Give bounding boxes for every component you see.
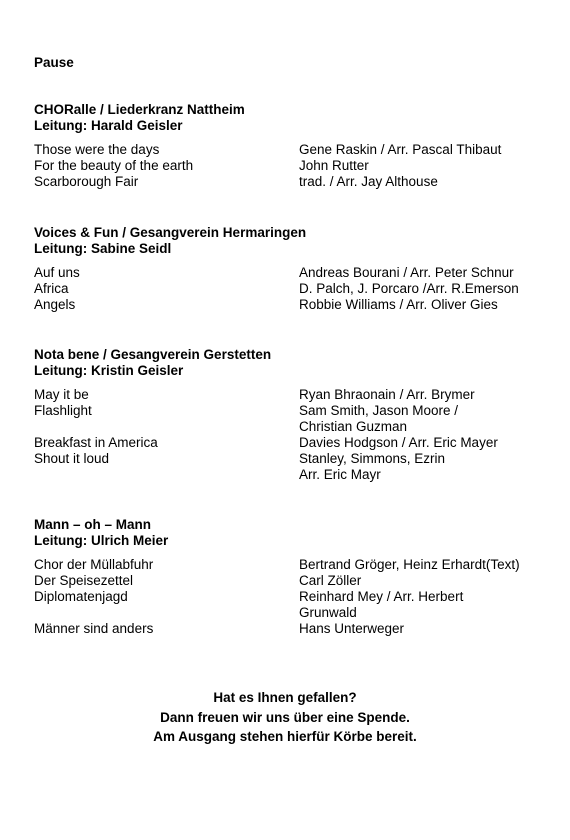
group-title: CHORalle / Liederkranz Nattheim (34, 102, 245, 117)
closing-line: Hat es Ihnen gefallen? (213, 690, 357, 705)
song-title: May it be (34, 387, 89, 402)
composer-line: Gene Raskin / Arr. Pascal Thibaut (299, 142, 502, 157)
group-title: Voices & Fun / Gesangverein Hermaringen (34, 225, 307, 240)
composer-line: Reinhard Mey / Arr. Herbert (299, 589, 464, 604)
composer-line: Arr. Eric Mayr (299, 467, 381, 482)
song-composer (299, 621, 549, 637)
song-title: Männer sind anders (34, 621, 154, 636)
composer-line: Grunwald (299, 605, 357, 620)
composer-line: Hans Unterweger (299, 621, 405, 636)
song-title: Chor der Müllabfuhr (34, 557, 154, 572)
song-list (34, 265, 549, 313)
song-row (34, 557, 549, 573)
group-title: Nota bene / Gesangverein Gerstetten (34, 347, 272, 362)
composer-line: Andreas Bourani / Arr. Peter Schnur (299, 265, 514, 280)
composer-line: trad. / Arr. Jay Althouse (299, 174, 438, 189)
composer-line: Davies Hodgson / Arr. Eric Mayer (299, 435, 498, 450)
song-composer (299, 387, 549, 403)
song-composer (299, 435, 549, 451)
song-row (34, 297, 549, 313)
song-row (34, 621, 549, 637)
song-row (34, 435, 549, 451)
song-list (34, 142, 549, 190)
group-leader: Leitung: Harald Geisler (34, 118, 183, 133)
song-composer (299, 174, 549, 190)
song-row (34, 265, 549, 281)
group-title: Mann – oh – Mann (34, 517, 152, 532)
song-composer (299, 142, 549, 158)
composer-line: Stanley, Simmons, Ezrin (299, 451, 446, 466)
song-title: Shout it loud (34, 451, 110, 466)
song-title: Africa (34, 281, 69, 296)
song-title: Scarborough Fair (34, 174, 139, 189)
composer-line: D. Palch, J. Porcaro /Arr. R.Emerson (299, 281, 519, 296)
song-row (34, 387, 549, 403)
composer-line: Ryan Bhraonain / Arr. Brymer (299, 387, 475, 402)
song-composer (299, 297, 549, 313)
song-list (34, 557, 549, 637)
composer-line: Bertrand Gröger, Heinz Erhardt(Text) (299, 557, 520, 572)
song-composer (299, 589, 549, 621)
song-composer (299, 403, 549, 435)
program-group (34, 102, 549, 190)
composer-line: Carl Zöller (299, 573, 362, 588)
song-row (34, 403, 549, 435)
song-title: Angels (34, 297, 76, 312)
group-leader: Leitung: Sabine Seidl (34, 241, 172, 256)
song-row (34, 281, 549, 297)
composer-line: Sam Smith, Jason Moore / (299, 403, 459, 418)
program-group (34, 225, 549, 313)
closing-line: Dann freuen wir uns über eine Spende. (160, 709, 410, 725)
song-title: Breakfast in America (34, 435, 158, 450)
song-title: For the beauty of the earth (34, 158, 194, 173)
song-composer (299, 557, 549, 573)
composer-line: Christian Guzman (299, 419, 408, 434)
song-row (34, 451, 549, 483)
composer-line: John Rutter (299, 158, 369, 173)
group-leader: Leitung: Kristin Geisler (34, 363, 184, 378)
song-composer (299, 573, 549, 589)
song-composer (299, 281, 549, 297)
song-composer (299, 451, 549, 483)
song-title: Der Speisezettel (34, 573, 134, 588)
song-title: Flashlight (34, 403, 92, 418)
group-leader: Leitung: Ulrich Meier (34, 533, 169, 548)
song-title: Diplomatenjagd (34, 589, 128, 604)
program-group (34, 517, 549, 637)
song-composer (299, 158, 549, 174)
song-row (34, 174, 549, 190)
song-title: Those were the days (34, 142, 160, 157)
closing-line: Am Ausgang stehen hierfür Körbe bereit. (153, 729, 417, 744)
song-list (34, 387, 549, 483)
song-row (34, 142, 549, 158)
song-row (34, 589, 549, 621)
pause-heading: Pause (34, 55, 74, 70)
program-group (34, 347, 549, 483)
song-title: Auf uns (34, 265, 80, 280)
song-row (34, 573, 549, 589)
closing-note (0, 688, 570, 747)
song-composer (299, 265, 549, 281)
song-row (34, 158, 549, 174)
composer-line: Robbie Williams / Arr. Oliver Gies (299, 297, 498, 312)
